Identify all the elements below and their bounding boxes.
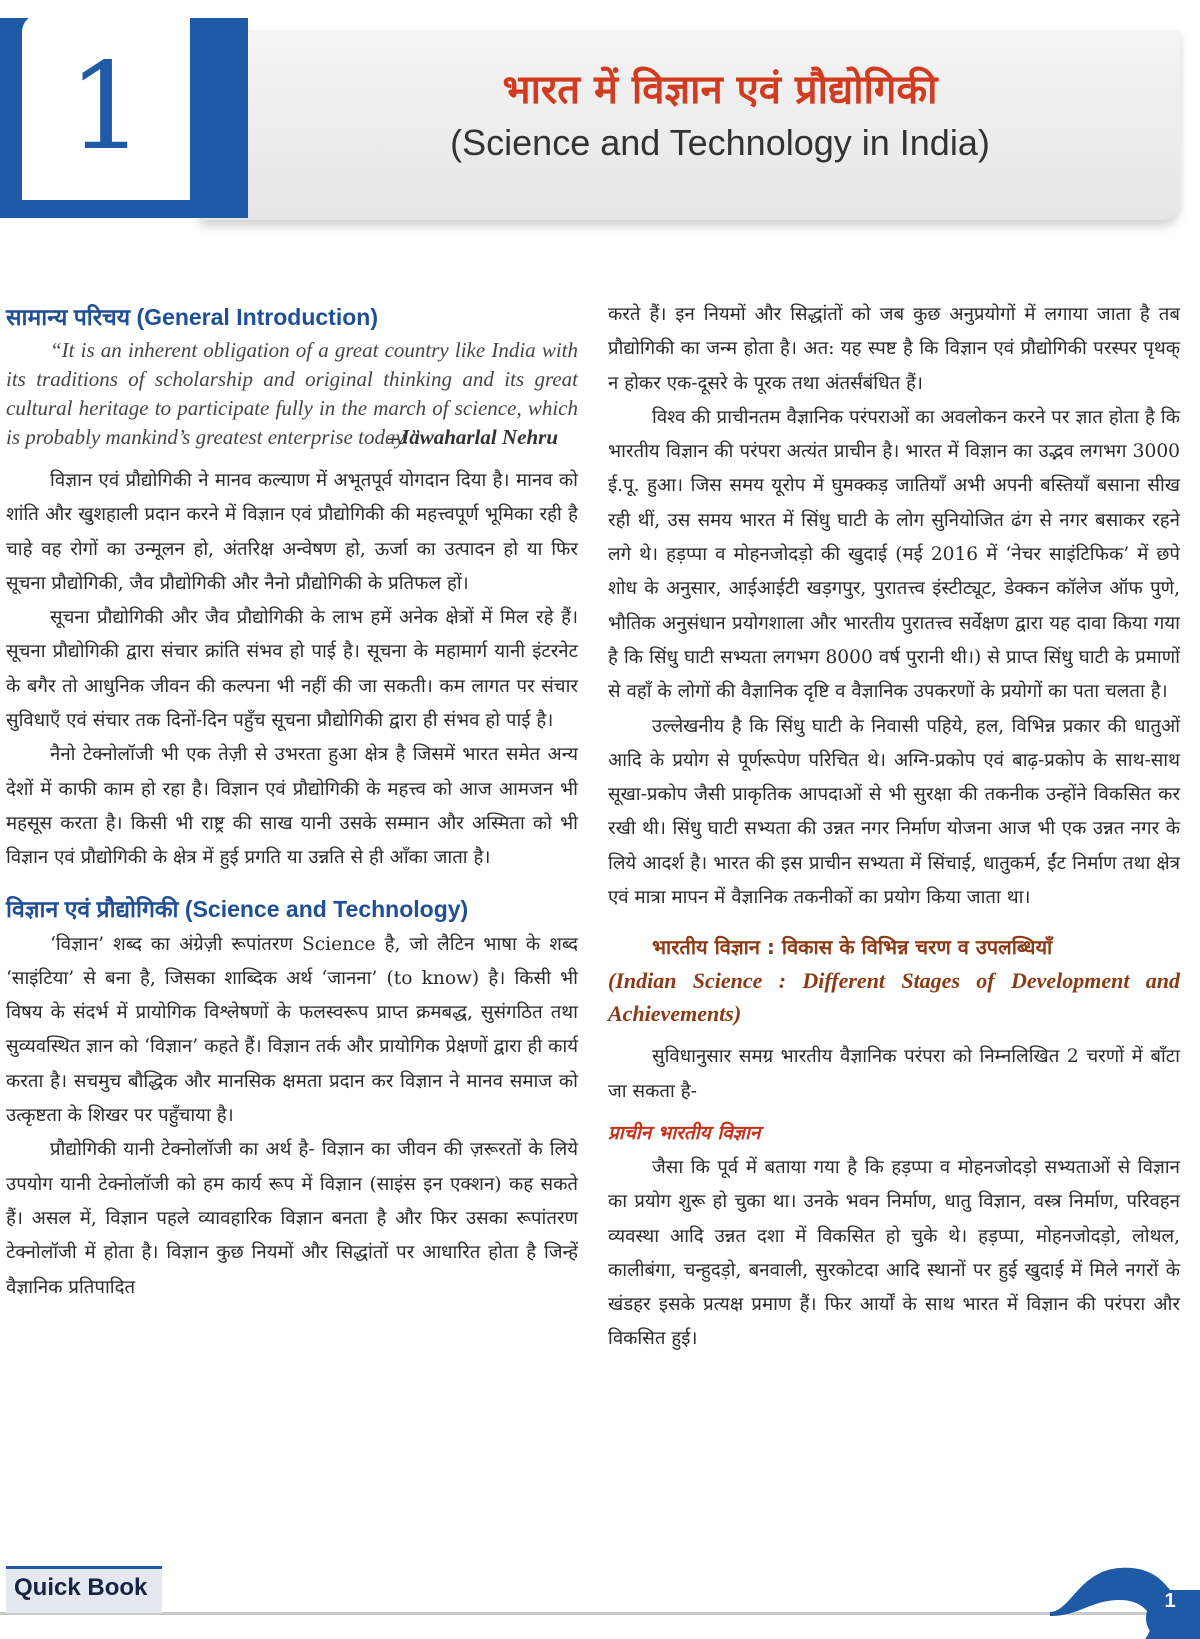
paragraph: ‘विज्ञान’ शब्द का अंग्रेज़ी रूपांतरण Science है, जो लैटिन भाषा के शब्द ‘साइंटिया’ से बना है, जिसका शाब्दिक अर्थ ‘जानना’ (to know) है। किसी भी विषय के संदर्भ में प्रायोगिक विश्लेषणों के फलस्वरूप प्राप्त क्रमबद्ध, सुसंगठित तथा सुव्यवस्थित ज्ञान को ‘विज्ञान’ कहते हैं। विज्ञान तर्क और प्रायोगिक प्रेक्षणों द्वारा ही कार्य करता है। सचमुच बौद्धिक और मानसिक क्षमता प्रदान कर विज्ञान ने मानव समाज को उत्कृष्टता के शिखर पर पहुँचाया है। bbox=[6, 933, 578, 1127]
footer-brand: Quick Book bbox=[14, 1574, 148, 1601]
nehru-quote: “It is an inherent obligation of a great country like India with its traditions of scholarship and original thinking and its great cultural heritage to participate fully in the march of science, which is probably mankind’s greatest enterprise today.” bbox=[6, 338, 578, 449]
paragraph: जैसा कि पूर्व में बताया गया है कि हड़प्पा व मोहनजोदड़ो सभ्यताओं से विज्ञान का प्रयोग शुरू हो चुका था। उनके भवन निर्माण, धातु विज्ञान, वस्त्र निर्माण, परिवहन व्यवस्था आदि उन्नत दशा में विकसित हो चुके थे। हड़प्पा, मोहनजोदड़ो, लोथल, कालीबंगा, चन्हुदड़ो, बनवाली, सुरकोटदा आदि स्थानों पर हुई खुदाई में मिले नगरों के खंडहर इसके प्रत्यक्ष प्रमाण हैं। फिर आर्यों के साथ भारत में विज्ञान की परंपरा और विकसित हुई। bbox=[608, 1156, 1180, 1350]
right-column bbox=[608, 298, 1180, 1357]
quote-author: –Jawaharlal Nehru bbox=[388, 425, 558, 449]
paragraph: विज्ञान एवं प्रौद्योगिकी ने मानव कल्याण में अभूतपूर्व योगदान दिया है। मानव को शांति और खुशहाली प्रदान करने में विज्ञान एवं प्रौद्योगिकी की महत्त्वपूर्ण भूमिका रही है चाहे वह रोगों का उन्मूलन हो, अंतरिक्ष अन्वेषण हो, ऊर्जा का उत्पादन हो या फिर सूचना प्रौद्योगिकी, जैव प्रौद्योगिकी और नैनो प्रौद्योगिकी के प्रतिफल हों। bbox=[6, 470, 578, 594]
left-column bbox=[6, 300, 578, 1305]
subsection-heading-stages-english: (Indian Science : Different Stages of Development and Achievements) bbox=[608, 968, 1180, 1027]
subsection-heading-stages-hindi: भारतीय विज्ञान : विकास के विभिन्न चरण व उपलब्धियाँ bbox=[652, 935, 1053, 960]
paragraph: विश्व की प्राचीनतम वैज्ञानिक परंपराओं का अवलोकन करने पर ज्ञात होता है कि भारतीय विज्ञान की परंपरा अत्यंत प्राचीन है। भारत में विज्ञान का उद्भव लगभग 3000 ई.पू. हुआ। जिस समय यूरोप में घुमक्कड़ जातियाँ अभी अपनी बस्तियाँ बसाना सीख रही थीं, उस समय भारत में सिंधु घाटी के लोग सुनियोजित ढंग से नगर बसाकर रहने लगे थे। हड़प्पा व मोहनजोदड़ो की खुदाई (मई 2016 में ‘नेचर साइंटिफिक’ में छपे शोध के अनुसार, आईआईटी खड़गपुर, पुरातत्त्व इंस्टीट्यूट, डेक्कन कॉलेज ऑफ पुणे, भौतिक अनुसंधान प्रयोगशाला और भारतीय पुरातत्त्व सर्वेक्षण द्वारा यह दावा किया गया है कि सिंधु घाटी सभ्यता लगभग 8000 वर्ष पुरानी थी।) से प्राप्त सिंधु घाटी के प्रमाणों से वहाँ के लोगों की वैज्ञानिक दृष्टि व वैज्ञानिक उपकरणों के प्रयोगों का पता चलता है। bbox=[608, 406, 1180, 703]
page-number: 1 bbox=[1164, 1590, 1176, 1612]
section-heading-science-technology: विज्ञान एवं प्रौद्योगिकी (Science and Technology) bbox=[6, 895, 469, 922]
paragraph: करते हैं। इन नियमों और सिद्धांतों को जब कुछ अनुप्रयोगों में लगाया जाता है तब प्रौद्योगिकी का जन्म होता है। अत: यह स्पष्ट है कि विज्ञान एवं प्रौद्योगिकी परस्पर पृथक् न होकर एक-दूसरे के पूरक तथा अंतर्संबंधित हैं। bbox=[608, 304, 1180, 394]
paragraph: सुविधानुसार समग्र भारतीय वैज्ञानिक परंपरा को निम्नलिखित 2 चरणों में बाँटा जा सकता है- bbox=[608, 1046, 1180, 1102]
paragraph: प्रौद्योगिकी यानी टेक्नोलॉजी का अर्थ है- विज्ञान का जीवन की ज़रूरतों के लिये उपयोग यानी टेक्नोलॉजी को हम कार्य रूप में विज्ञान (साइंस इन एक्शन) कह सकते हैं। असल में, विज्ञान पहले व्यावहारिक विज्ञान बनता है और फिर उसका रूपांतरण टेक्नोलॉजी में होता है। विज्ञान कुछ नियमों और सिद्धांतों पर आधारित होता है जिन्हें वैज्ञानिक प्रतिपादित bbox=[6, 1139, 578, 1298]
paragraph: उल्लेखनीय है कि सिंधु घाटी के निवासी पहिये, हल, विभिन्न प्रकार की धातुओं आदि के प्रयोग से पूर्णरूपेण परिचित थे। अग्नि-प्रकोप एवं बाढ़-प्रकोप के साथ-साथ सूखा-प्रकोप जैसी प्राकृतिक आपदाओं से भी सुरक्षा की तकनीक उन्होंने विकसित कर रखी थी। सिंधु घाटी सभ्यता की उन्नत नगर निर्माण योजना आज भी एक उन्नत नगर के लिये आदर्श है। भारत की इस प्राचीन सभ्यता में सिंचाई, धातुकर्म, ईंट निर्माण तथा क्षेत्र एवं मात्रा मापन में वैज्ञानिक तकनीकों का प्रयोग किया जाता था। bbox=[608, 715, 1180, 909]
chapter-number: 1 bbox=[67, 37, 145, 177]
chapter-header bbox=[0, 0, 1200, 240]
section-heading-introduction: सामान्य परिचय (General Introduction) bbox=[6, 304, 378, 330]
chapter-title-english: (Science and Technology in India) bbox=[450, 122, 990, 163]
footer-rule bbox=[0, 1612, 1200, 1615]
subsection-heading-ancient-science: प्राचीन भारतीय विज्ञान bbox=[608, 1121, 761, 1144]
paragraph: नैनो टेक्नोलॉजी भी एक तेज़ी से उभरता हुआ क्षेत्र है जिसमें भारत समेत अन्य देशों में काफी काम हो रहा है। विज्ञान एवं प्रौद्योगिकी के महत्त्व को आज आमजन भी महसूस करता है। किसी भी राष्ट्र की साख यानी उसके सम्मान और अस्मिता को भी विज्ञान एवं प्रौद्योगिकी के क्षेत्र में हुई प्रगति या उन्नति से ही आँका जाता है। bbox=[6, 744, 578, 869]
paragraph: सूचना प्रौद्योगिकी और जैव प्रौद्योगिकी के लाभ हमें अनेक क्षेत्रों में मिल रहे हैं। सूचना प्रौद्योगिकी द्वारा संचार क्रांति संभव हो पाई है। सूचना के महामार्ग यानी इंटरनेट के बगैर तो आधुनिक जीवन की कल्पना भी नहीं की जा सकती। कम लागत पर संचार सुविधाएँ एवं संचार तक दिनों-दिन पहुँच सूचना प्रौद्योगिकी द्वारा ही संभव हो पाई है। bbox=[6, 607, 578, 732]
chapter-title-hindi: भारत में विज्ञान एवं प्रौद्योगिकी bbox=[502, 67, 938, 113]
